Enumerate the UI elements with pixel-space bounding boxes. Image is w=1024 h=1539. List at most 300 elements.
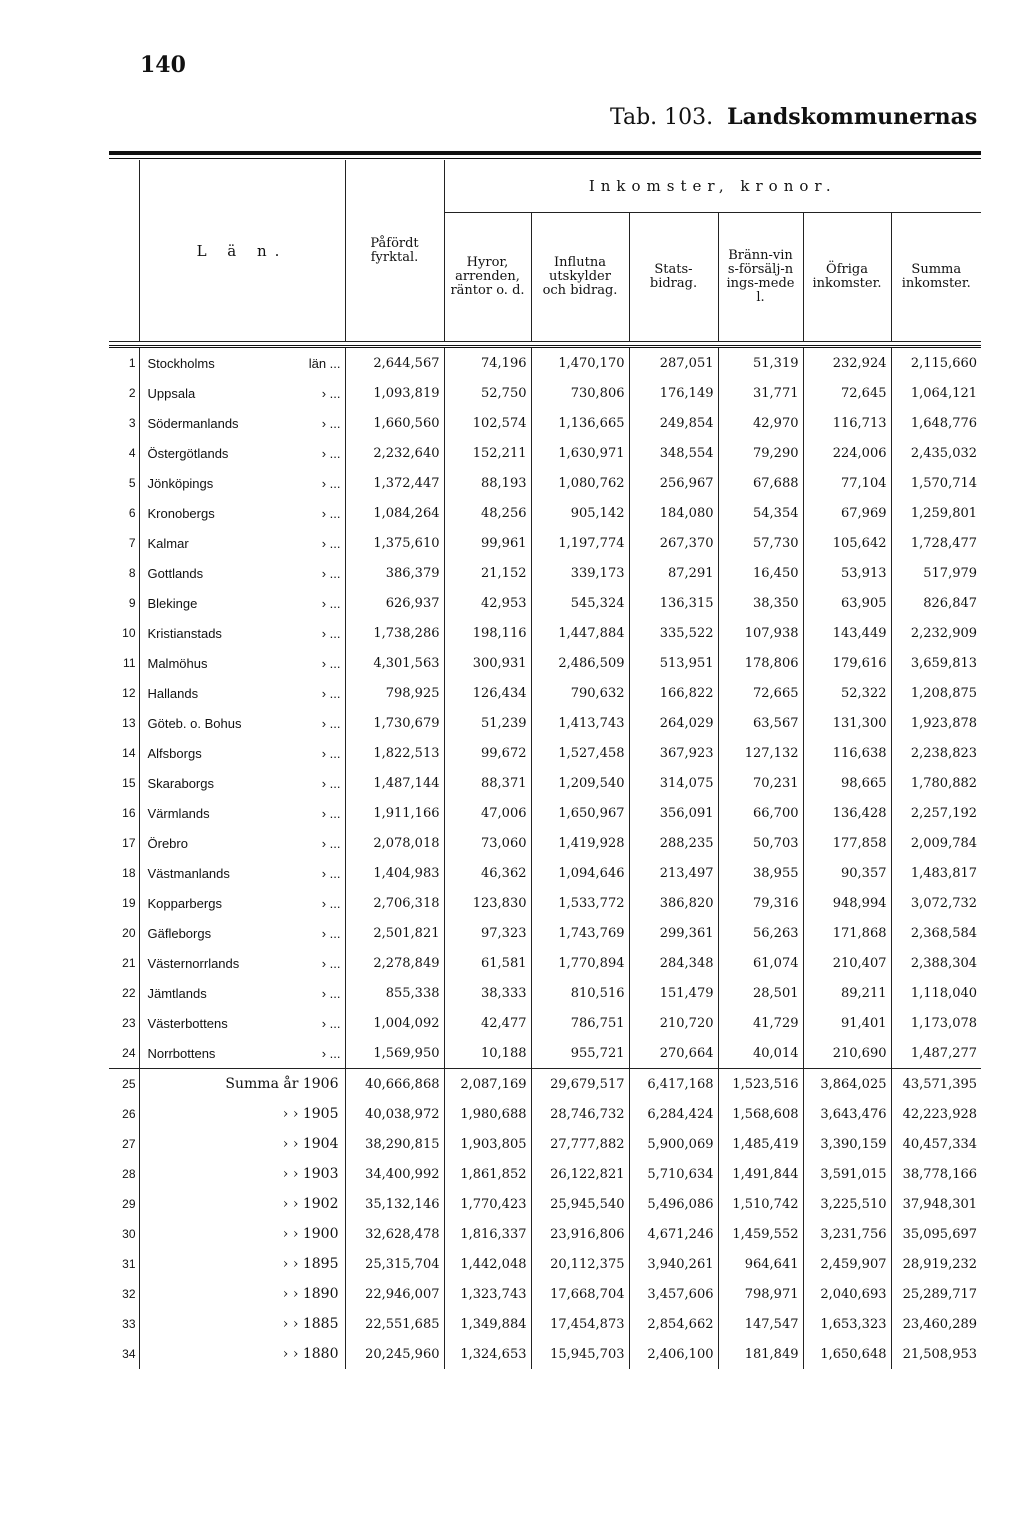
value-cell: 42,953 [444, 588, 531, 618]
value-cell: 97,323 [444, 918, 531, 948]
value-cell: 198,116 [444, 618, 531, 648]
value-cell: 26,122,821 [531, 1159, 629, 1189]
table-row [109, 347, 981, 379]
value-cell: 2,078,018 [345, 828, 444, 858]
value-cell: 152,211 [444, 438, 531, 468]
value-cell: 790,632 [531, 678, 629, 708]
value-cell: 2,115,660 [891, 347, 981, 379]
row-number: 4 [128, 446, 136, 460]
value-cell: 17,668,704 [531, 1279, 629, 1309]
value-cell: 1,861,852 [444, 1159, 531, 1189]
value-cell: 47,006 [444, 798, 531, 828]
value-cell: 181,849 [718, 1339, 803, 1369]
table-header [109, 160, 981, 347]
value-cell: 232,924 [803, 347, 891, 379]
row-number: 29 [122, 1197, 136, 1211]
value-cell: 2,486,509 [531, 648, 629, 678]
table-row [109, 678, 981, 708]
value-cell: 40,666,868 [345, 1069, 444, 1100]
lan-name [139, 1038, 345, 1069]
lan-name-text: Stockholms [147, 355, 215, 371]
value-cell: 105,642 [803, 528, 891, 558]
header-summa: Summa inkomster. [891, 213, 981, 342]
row-number: 31 [122, 1257, 136, 1271]
value-cell: 2,232,909 [891, 618, 981, 648]
value-cell: 1,118,040 [891, 978, 981, 1008]
value-cell: 730,806 [531, 378, 629, 408]
value-cell: 20,112,375 [531, 1249, 629, 1279]
lan-suffix: › ... [321, 865, 341, 881]
value-cell: 1,568,608 [718, 1099, 803, 1129]
value-cell: 1,093,819 [345, 378, 444, 408]
lan-suffix: › ... [321, 1045, 341, 1061]
value-cell: 1,660,560 [345, 408, 444, 438]
value-cell: 249,854 [629, 408, 718, 438]
value-cell: 826,847 [891, 588, 981, 618]
value-cell: 287,051 [629, 347, 718, 379]
value-cell: 28,746,732 [531, 1099, 629, 1129]
value-cell: 21,508,953 [891, 1339, 981, 1369]
header-pafordt: Påfördt fyrktal. [345, 160, 444, 342]
table-row [109, 588, 981, 618]
lan-suffix: › ... [321, 595, 341, 611]
value-cell: 42,477 [444, 1008, 531, 1038]
lan-suffix: › ... [321, 625, 341, 641]
value-cell: 798,971 [718, 1279, 803, 1309]
table-row [109, 528, 981, 558]
header-branvin: Bränn-vins-försälj-nings-medel. [718, 213, 803, 342]
value-cell: 3,591,015 [803, 1159, 891, 1189]
value-cell: 90,357 [803, 858, 891, 888]
value-cell: 256,967 [629, 468, 718, 498]
value-cell: 210,407 [803, 948, 891, 978]
value-cell: 116,638 [803, 738, 891, 768]
value-cell: 288,235 [629, 828, 718, 858]
value-cell: 20,245,960 [345, 1339, 444, 1369]
value-cell: 25,315,704 [345, 1249, 444, 1279]
value-cell: 1,136,665 [531, 408, 629, 438]
value-cell: 855,338 [345, 978, 444, 1008]
value-cell: 40,014 [718, 1038, 803, 1069]
value-cell: 16,450 [718, 558, 803, 588]
value-cell: 29,679,517 [531, 1069, 629, 1100]
value-cell: 1,527,458 [531, 738, 629, 768]
value-cell: 38,350 [718, 588, 803, 618]
lan-name-text: Uppsala [147, 385, 196, 401]
value-cell: 2,238,823 [891, 738, 981, 768]
value-cell: 1,483,817 [891, 858, 981, 888]
value-cell: 1,510,742 [718, 1189, 803, 1219]
lan-suffix: › ... [321, 745, 341, 761]
table-title-main: Landskommunernas [727, 104, 978, 130]
lan-name [139, 708, 345, 738]
value-cell: 38,778,166 [891, 1159, 981, 1189]
lan-suffix: › ... [321, 775, 341, 791]
sum-row [109, 1069, 981, 1100]
value-cell: 356,091 [629, 798, 718, 828]
value-cell: 2,459,907 [803, 1249, 891, 1279]
lan-suffix: › ... [321, 925, 341, 941]
value-cell: 61,581 [444, 948, 531, 978]
table-row [109, 498, 981, 528]
value-cell: 267,370 [629, 528, 718, 558]
lan-name [139, 798, 345, 828]
lan-name-text: Blekinge [147, 595, 198, 611]
sum-row [109, 1219, 981, 1249]
lan-suffix: › ... [321, 835, 341, 851]
top-rule-thin [109, 158, 981, 159]
value-cell: 89,211 [803, 978, 891, 1008]
lan-suffix: › ... [321, 415, 341, 431]
row-number: 28 [122, 1167, 136, 1181]
value-cell: 270,664 [629, 1038, 718, 1069]
header-hyror: Hyror, arrenden, räntor o. d. [444, 213, 531, 342]
lan-name [139, 738, 345, 768]
value-cell: 1,911,166 [345, 798, 444, 828]
row-number: 30 [122, 1227, 136, 1241]
row-number: 25 [109, 1069, 139, 1100]
lan-name [139, 828, 345, 858]
lan-name-text: Kalmar [147, 535, 189, 551]
lan-suffix: › ... [321, 445, 341, 461]
lan-name-text: Södermanlands [147, 415, 239, 431]
value-cell: 210,690 [803, 1038, 891, 1069]
table-title [610, 104, 977, 130]
value-cell: 3,659,813 [891, 648, 981, 678]
value-cell: 798,925 [345, 678, 444, 708]
value-cell: 177,858 [803, 828, 891, 858]
sum-row [109, 1159, 981, 1189]
value-cell: 31,771 [718, 378, 803, 408]
value-cell: 35,095,697 [891, 1219, 981, 1249]
value-cell: 43,571,395 [891, 1069, 981, 1100]
table-row [109, 408, 981, 438]
value-cell: 3,864,025 [803, 1069, 891, 1100]
value-cell: 2,232,640 [345, 438, 444, 468]
row-number: 3 [128, 416, 136, 430]
table-row [109, 648, 981, 678]
value-cell: 98,665 [803, 768, 891, 798]
lan-name [139, 918, 345, 948]
value-cell: 2,388,304 [891, 948, 981, 978]
table-row [109, 708, 981, 738]
row-number: 24 [122, 1046, 136, 1060]
value-cell: 171,868 [803, 918, 891, 948]
value-cell: 22,551,685 [345, 1309, 444, 1339]
value-cell: 51,319 [718, 347, 803, 379]
lan-suffix: › ... [321, 895, 341, 911]
row-number: 23 [122, 1016, 136, 1030]
lan-name [139, 678, 345, 708]
row-number: 17 [122, 836, 136, 850]
sum-row [109, 1189, 981, 1219]
value-cell: 1,197,774 [531, 528, 629, 558]
sum-row [109, 1099, 981, 1129]
table-row [109, 978, 981, 1008]
sum-label: › › 1885 [139, 1309, 345, 1339]
value-cell: 38,290,815 [345, 1129, 444, 1159]
lan-name [139, 528, 345, 558]
lan-name [139, 648, 345, 678]
value-cell: 786,751 [531, 1008, 629, 1038]
table-row [109, 438, 981, 468]
value-cell: 517,979 [891, 558, 981, 588]
lan-suffix: › ... [321, 505, 341, 521]
lan-name [139, 347, 345, 379]
row-number: 20 [122, 926, 136, 940]
value-cell: 1,084,264 [345, 498, 444, 528]
value-cell: 2,009,784 [891, 828, 981, 858]
row-number: 1 [128, 356, 136, 370]
value-cell: 2,435,032 [891, 438, 981, 468]
header-influtna: Influtna utskylder och bidrag. [531, 213, 629, 342]
value-cell: 224,006 [803, 438, 891, 468]
value-cell: 136,428 [803, 798, 891, 828]
lan-name [139, 858, 345, 888]
lan-suffix: län ... [308, 355, 341, 371]
row-number: 19 [122, 896, 136, 910]
value-cell: 2,406,100 [629, 1339, 718, 1369]
lan-name-text: Gäfleborgs [147, 925, 212, 941]
value-cell: 1,094,646 [531, 858, 629, 888]
value-cell: 1,413,743 [531, 708, 629, 738]
value-cell: 1,570,714 [891, 468, 981, 498]
value-cell: 77,104 [803, 468, 891, 498]
lan-suffix: › ... [321, 475, 341, 491]
lan-name [139, 438, 345, 468]
table-number: Tab. 103. [610, 105, 714, 130]
value-cell: 964,641 [718, 1249, 803, 1279]
value-cell: 102,574 [444, 408, 531, 438]
lan-name [139, 468, 345, 498]
value-cell: 53,913 [803, 558, 891, 588]
value-cell: 513,951 [629, 648, 718, 678]
table-row [109, 858, 981, 888]
sum-row [109, 1339, 981, 1369]
lan-suffix: › ... [321, 715, 341, 731]
value-cell: 3,225,510 [803, 1189, 891, 1219]
value-cell: 56,263 [718, 918, 803, 948]
row-number: 11 [123, 656, 136, 670]
value-cell: 1,259,801 [891, 498, 981, 528]
value-cell: 1,349,884 [444, 1309, 531, 1339]
value-cell: 178,806 [718, 648, 803, 678]
value-cell: 1,470,170 [531, 347, 629, 379]
value-cell: 1,738,286 [345, 618, 444, 648]
value-cell: 126,434 [444, 678, 531, 708]
value-cell: 72,665 [718, 678, 803, 708]
value-cell: 1,822,513 [345, 738, 444, 768]
value-cell: 284,348 [629, 948, 718, 978]
value-cell: 1,372,447 [345, 468, 444, 498]
value-cell: 2,644,567 [345, 347, 444, 379]
value-cell: 40,038,972 [345, 1099, 444, 1129]
lan-name-text: Kopparbergs [147, 895, 222, 911]
header-statsbidrag: Stats-bidrag. [629, 213, 718, 342]
value-cell: 2,706,318 [345, 888, 444, 918]
value-cell: 2,854,662 [629, 1309, 718, 1339]
value-cell: 66,700 [718, 798, 803, 828]
lan-name-text: Hallands [147, 685, 199, 701]
value-cell: 22,946,007 [345, 1279, 444, 1309]
row-number: 34 [122, 1347, 136, 1361]
lan-suffix: › ... [321, 565, 341, 581]
value-cell: 166,822 [629, 678, 718, 708]
row-number: 21 [122, 956, 136, 970]
sum-label: › › 1902 [139, 1189, 345, 1219]
value-cell: 46,362 [444, 858, 531, 888]
income-table [109, 160, 981, 1369]
lan-name [139, 978, 345, 1008]
lan-name [139, 378, 345, 408]
value-cell: 41,729 [718, 1008, 803, 1038]
value-cell: 2,501,821 [345, 918, 444, 948]
value-cell: 4,671,246 [629, 1219, 718, 1249]
row-number: 18 [122, 866, 136, 880]
sum-row [109, 1279, 981, 1309]
value-cell: 2,257,192 [891, 798, 981, 828]
value-cell: 1,569,950 [345, 1038, 444, 1069]
value-cell: 3,457,606 [629, 1279, 718, 1309]
value-cell: 1,728,477 [891, 528, 981, 558]
sum-label: › › 1900 [139, 1219, 345, 1249]
table-row [109, 1038, 981, 1069]
row-number: 26 [122, 1107, 136, 1121]
lan-name-text: Jämtlands [147, 985, 207, 1001]
value-cell: 42,223,928 [891, 1099, 981, 1129]
value-cell: 61,074 [718, 948, 803, 978]
value-cell: 386,379 [345, 558, 444, 588]
value-cell: 299,361 [629, 918, 718, 948]
value-cell: 79,316 [718, 888, 803, 918]
lan-suffix: › ... [321, 805, 341, 821]
lan-name-text: Västernorrlands [147, 955, 240, 971]
value-cell: 1,209,540 [531, 768, 629, 798]
value-cell: 1,173,078 [891, 1008, 981, 1038]
value-cell: 2,087,169 [444, 1069, 531, 1100]
value-cell: 79,290 [718, 438, 803, 468]
value-cell: 1,730,679 [345, 708, 444, 738]
value-cell: 1,743,769 [531, 918, 629, 948]
lan-name [139, 558, 345, 588]
header-inkomster-group: Inkomster, kronor. [444, 160, 981, 213]
value-cell: 339,173 [531, 558, 629, 588]
value-cell: 386,820 [629, 888, 718, 918]
page-number: 140 [140, 52, 186, 78]
value-cell: 48,256 [444, 498, 531, 528]
value-cell: 314,075 [629, 768, 718, 798]
value-cell: 810,516 [531, 978, 629, 1008]
value-cell: 67,969 [803, 498, 891, 528]
lan-suffix: › ... [321, 955, 341, 971]
value-cell: 1,903,805 [444, 1129, 531, 1159]
value-cell: 264,029 [629, 708, 718, 738]
row-number: 32 [122, 1287, 136, 1301]
sum-label: › › 1905 [139, 1099, 345, 1129]
value-cell: 50,703 [718, 828, 803, 858]
value-cell: 28,501 [718, 978, 803, 1008]
value-cell: 147,547 [718, 1309, 803, 1339]
table-row [109, 378, 981, 408]
lan-suffix: › ... [321, 535, 341, 551]
value-cell: 151,479 [629, 978, 718, 1008]
value-cell: 5,900,069 [629, 1129, 718, 1159]
value-cell: 38,333 [444, 978, 531, 1008]
value-cell: 1,648,776 [891, 408, 981, 438]
row-number: 14 [122, 746, 136, 760]
value-cell: 91,401 [803, 1008, 891, 1038]
lan-name-text: Kristianstads [147, 625, 222, 641]
value-cell: 67,688 [718, 468, 803, 498]
value-cell: 213,497 [629, 858, 718, 888]
row-number: 10 [122, 626, 136, 640]
row-number: 6 [128, 506, 136, 520]
value-cell: 1,485,419 [718, 1129, 803, 1159]
lan-name-text: Västerbottens [147, 1015, 228, 1031]
value-cell: 38,955 [718, 858, 803, 888]
header-ofriga: Öfriga inkomster. [803, 213, 891, 342]
value-cell: 1,447,884 [531, 618, 629, 648]
value-cell: 1,080,762 [531, 468, 629, 498]
lan-name-text: Örebro [147, 835, 188, 851]
value-cell: 52,322 [803, 678, 891, 708]
sum-label: › › 1904 [139, 1129, 345, 1159]
table-row [109, 1008, 981, 1038]
value-cell: 179,616 [803, 648, 891, 678]
value-cell: 5,496,086 [629, 1189, 718, 1219]
lan-name-text: Värmlands [147, 805, 210, 821]
value-cell: 335,522 [629, 618, 718, 648]
value-cell: 25,289,717 [891, 1279, 981, 1309]
value-cell: 23,916,806 [531, 1219, 629, 1249]
table-row [109, 618, 981, 648]
value-cell: 99,961 [444, 528, 531, 558]
value-cell: 1,816,337 [444, 1219, 531, 1249]
value-cell: 27,777,882 [531, 1129, 629, 1159]
value-cell: 955,721 [531, 1038, 629, 1069]
row-number: 8 [128, 566, 136, 580]
lan-name-text: Gottlands [147, 565, 204, 581]
lan-name-text: Alfsborgs [147, 745, 202, 761]
value-cell: 2,368,584 [891, 918, 981, 948]
value-cell: 1,324,653 [444, 1339, 531, 1369]
value-cell: 1,323,743 [444, 1279, 531, 1309]
value-cell: 99,672 [444, 738, 531, 768]
value-cell: 1,419,928 [531, 828, 629, 858]
value-cell: 1,375,610 [345, 528, 444, 558]
table-row [109, 738, 981, 768]
value-cell: 123,830 [444, 888, 531, 918]
table-row [109, 768, 981, 798]
value-cell: 10,188 [444, 1038, 531, 1069]
value-cell: 136,315 [629, 588, 718, 618]
value-cell: 1,653,323 [803, 1309, 891, 1339]
row-number: 33 [122, 1317, 136, 1331]
value-cell: 21,152 [444, 558, 531, 588]
sum-rows [109, 1069, 981, 1370]
lan-name-text: Kronobergs [147, 505, 215, 521]
lan-name [139, 888, 345, 918]
sum-label: › › 1880 [139, 1339, 345, 1369]
value-cell: 948,994 [803, 888, 891, 918]
value-cell: 3,072,732 [891, 888, 981, 918]
value-cell: 3,643,476 [803, 1099, 891, 1129]
sum-label: › › 1903 [139, 1159, 345, 1189]
value-cell: 37,948,301 [891, 1189, 981, 1219]
row-number: 5 [128, 476, 136, 490]
value-cell: 1,208,875 [891, 678, 981, 708]
value-cell: 1,650,648 [803, 1339, 891, 1369]
